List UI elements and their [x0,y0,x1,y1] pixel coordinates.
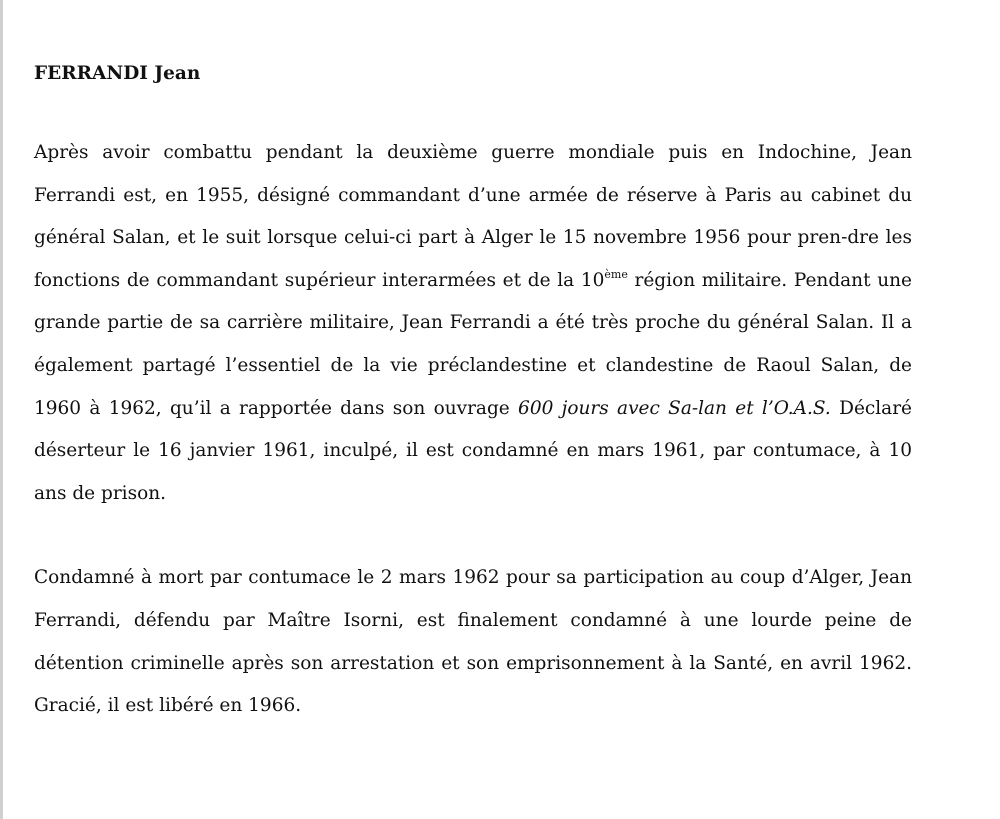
document-body [34,58,912,728]
biography-paragraph-1 [34,132,912,515]
ordinal-superscript: ème [604,267,628,281]
person-heading: FERRANDI Jean [34,63,201,84]
paragraph-1-text-b: région militaire. Pendant une grande partie de sa carrière militaire, Jean Ferrandi a été très proche du général Salan. Il a également partagé l’essentiel de la vie préclandestine et clandestine de Raoul Salan, de 1960 à 1962, qu’il a rapportée dans son ouvrage [34,269,912,419]
book-title: 600 jours avec Sa-lan et l’O.A.S. [518,397,831,419]
paragraph-1-text-a: Après avoir combattu pendant la deuxième guerre mondiale puis en Indochine, Jean Ferrandi est, en 1955, désigné commandant d’une armée de réserve à Paris au cabinet du général Salan, et le suit lorsque celui-ci part à Alger le 15 novembre 1956 pour pren-dre les fonctions de commandant supérieur interarmées et de la 10 [34,142,912,291]
paragraph-1-text-c: Déclaré déserteur le 16 janvier 1961, inculpé, il est condamné en mars 1961, par contumace, à 10 ans de prison. [34,397,912,504]
biography-paragraph-2: Condamné à mort par contumace le 2 mars 1962 pour sa participation au coup d’Alger, Jean Ferrandi, défendu par Maître Isorni, est finalement condamné à une lourde peine de détention criminelle après son arrestation et son emprisonnement à la Santé, en avril 1962. Gracié, il est libéré en 1966. [34,567,912,717]
